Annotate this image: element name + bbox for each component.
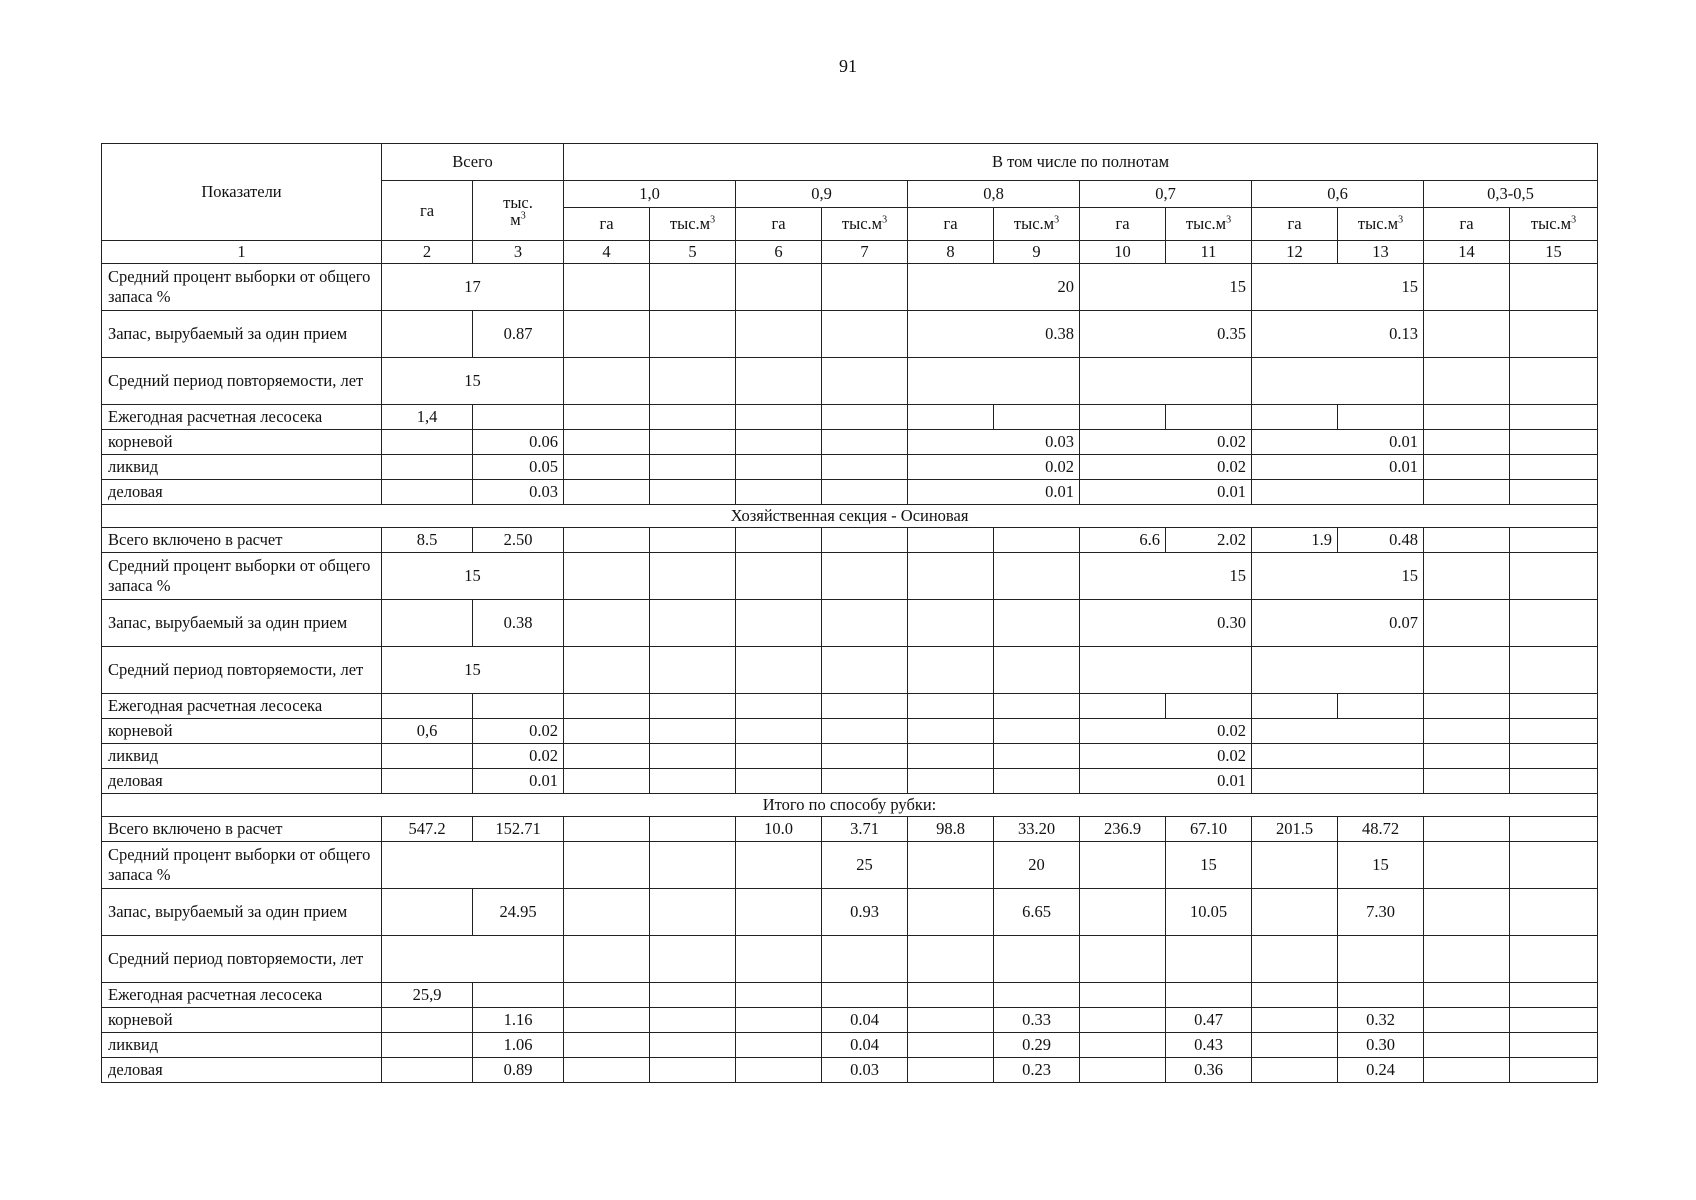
cell: 15 xyxy=(1252,553,1424,600)
table-row xyxy=(102,719,1598,744)
cell: 6.65 xyxy=(994,889,1080,936)
cell: 0.01 xyxy=(1080,480,1252,505)
density-header: 0,3-0,5 xyxy=(1424,181,1598,208)
cell: 0,6 xyxy=(382,719,473,744)
column-number: 10 xyxy=(1080,241,1166,264)
cell xyxy=(736,264,822,311)
cell: 0.03 xyxy=(908,430,1080,455)
cell: 0.32 xyxy=(1338,1008,1424,1033)
row-label: Всего включено в расчет xyxy=(102,817,382,842)
cell: 15 xyxy=(1080,264,1252,311)
row-label: ликвид xyxy=(102,455,382,480)
header-row xyxy=(102,144,1598,181)
cell: 0.01 xyxy=(908,480,1080,505)
superscript: 3 xyxy=(520,210,526,221)
cell: 15 xyxy=(1338,842,1424,889)
total-cell: 15 xyxy=(382,553,564,600)
table-row xyxy=(102,889,1598,936)
header-total: Всего xyxy=(382,144,564,181)
row-label: Средний период повторяемости, лет xyxy=(102,358,382,405)
unit-ha: га xyxy=(908,208,994,241)
cell: 0.01 xyxy=(1252,430,1424,455)
density-header: 0,7 xyxy=(1080,181,1252,208)
table-row xyxy=(102,553,1598,600)
cell xyxy=(564,264,650,311)
cell: 0.02 xyxy=(1080,430,1252,455)
cell: 0.93 xyxy=(822,889,908,936)
cell: 0.01 xyxy=(473,769,564,794)
cell: 1.16 xyxy=(473,1008,564,1033)
unit-m3: $тыс.м^3$ xyxy=(650,208,736,241)
cell: 0.02 xyxy=(473,719,564,744)
cell: 0.30 xyxy=(1338,1033,1424,1058)
unit-m3: $тыс.м^3$ xyxy=(1166,208,1252,241)
cell xyxy=(650,264,736,311)
cell xyxy=(564,311,650,358)
cell xyxy=(382,311,473,358)
cell: 0.02 xyxy=(1080,719,1252,744)
row-label: деловая xyxy=(102,480,382,505)
cell: 152.71 xyxy=(473,817,564,842)
column-number: 8 xyxy=(908,241,994,264)
total-cell: 15 xyxy=(382,358,564,405)
table-row xyxy=(102,842,1598,889)
cell: 67.10 xyxy=(1166,817,1252,842)
row-label: Средний процент выборки от общего запаса % xyxy=(102,264,382,311)
cell xyxy=(1510,311,1598,358)
cell xyxy=(650,311,736,358)
table-row xyxy=(102,1058,1598,1083)
density-header: 1,0 xyxy=(564,181,736,208)
unit-ha: га xyxy=(1080,208,1166,241)
cell: 8.5 xyxy=(382,528,473,553)
table-row xyxy=(102,936,1598,983)
cell xyxy=(1424,311,1510,358)
cell: 0.47 xyxy=(1166,1008,1252,1033)
cell: 0.29 xyxy=(994,1033,1080,1058)
section-row xyxy=(102,505,1598,528)
cell: 10.05 xyxy=(1166,889,1252,936)
row-label: Всего включено в расчет xyxy=(102,528,382,553)
row-label: Средний процент выборки от общего запаса % xyxy=(102,553,382,600)
row-label: Запас, вырубаемый за один прием xyxy=(102,889,382,936)
cell: 33.20 xyxy=(994,817,1080,842)
cell: 0.43 xyxy=(1166,1033,1252,1058)
cell: 2.02 xyxy=(1166,528,1252,553)
header-m3-top: тыс. xyxy=(503,192,533,212)
cell: 0.01 xyxy=(1252,455,1424,480)
column-number: 2 xyxy=(382,241,473,264)
table-row xyxy=(102,455,1598,480)
cell: 1.06 xyxy=(473,1033,564,1058)
cell: 0.36 xyxy=(1166,1058,1252,1083)
row-label: деловая xyxy=(102,769,382,794)
row-label: Ежегодная расчетная лесосека xyxy=(102,405,382,430)
column-number: 1 xyxy=(102,241,382,264)
table-row xyxy=(102,1033,1598,1058)
table-row xyxy=(102,430,1598,455)
density-header: 0,9 xyxy=(736,181,908,208)
cell: 0.02 xyxy=(473,744,564,769)
cell: 98.8 xyxy=(908,817,994,842)
row-label: Средний процент выборки от общего запаса % xyxy=(102,842,382,889)
cell: 201.5 xyxy=(1252,817,1338,842)
cell: 0.05 xyxy=(473,455,564,480)
density-header: 0,6 xyxy=(1252,181,1424,208)
cell: 3.71 xyxy=(822,817,908,842)
cell: 547.2 xyxy=(382,817,473,842)
cell: 15 xyxy=(1252,264,1424,311)
column-number: 7 xyxy=(822,241,908,264)
unit-m3: $тыс.м^3$ xyxy=(822,208,908,241)
cell: 0.04 xyxy=(822,1033,908,1058)
cell: 0.01 xyxy=(1080,769,1252,794)
cell: 2.50 xyxy=(473,528,564,553)
row-label: корневой xyxy=(102,1008,382,1033)
cell: 0.38 xyxy=(908,311,1080,358)
cell: 10.0 xyxy=(736,817,822,842)
cell: 0.03 xyxy=(473,480,564,505)
cell: 0.13 xyxy=(1252,311,1424,358)
table-row xyxy=(102,744,1598,769)
cell: 0.23 xyxy=(994,1058,1080,1083)
table-row xyxy=(102,358,1598,405)
column-number: 13 xyxy=(1338,241,1424,264)
cell xyxy=(1424,264,1510,311)
cell: 6.6 xyxy=(1080,528,1166,553)
table-row xyxy=(102,480,1598,505)
column-number: 12 xyxy=(1252,241,1338,264)
table-row xyxy=(102,528,1598,553)
row-label: Ежегодная расчетная лесосека xyxy=(102,694,382,719)
column-numbers-row xyxy=(102,241,1598,264)
unit-ha: га xyxy=(564,208,650,241)
cell: 1.9 xyxy=(1252,528,1338,553)
column-number: 11 xyxy=(1166,241,1252,264)
table-row xyxy=(102,405,1598,430)
table-row xyxy=(102,983,1598,1008)
cell: 0.04 xyxy=(822,1008,908,1033)
row-label: корневой xyxy=(102,430,382,455)
column-number: 9 xyxy=(994,241,1080,264)
cell: 0.48 xyxy=(1338,528,1424,553)
unit-m3: $тыс.м^3$ xyxy=(1338,208,1424,241)
table-row xyxy=(102,769,1598,794)
row-label: корневой xyxy=(102,719,382,744)
total-cell: 15 xyxy=(382,647,564,694)
cell xyxy=(1510,264,1598,311)
cell: 0.07 xyxy=(1252,600,1424,647)
section-row xyxy=(102,794,1598,817)
column-number: 3 xyxy=(473,241,564,264)
row-label: Средний период повторяемости, лет xyxy=(102,936,382,983)
section-title: Хозяйственная секция - Осиновая xyxy=(102,505,1598,528)
column-number: 4 xyxy=(564,241,650,264)
density-header: 0,8 xyxy=(908,181,1080,208)
cell: 7.30 xyxy=(1338,889,1424,936)
cell: 15 xyxy=(1166,842,1252,889)
page-number: 91 xyxy=(839,56,857,76)
header-by-density: В том числе по полнотам xyxy=(564,144,1598,181)
unit-ha: га xyxy=(736,208,822,241)
table-row xyxy=(102,1008,1598,1033)
header-indicators: Показатели xyxy=(102,144,382,241)
header-total-m3 xyxy=(473,181,564,241)
cell: 1,4 xyxy=(382,405,473,430)
cell: 0.02 xyxy=(908,455,1080,480)
total-cell: 17 xyxy=(382,264,564,311)
cell xyxy=(822,264,908,311)
column-number: 5 xyxy=(650,241,736,264)
cell xyxy=(822,311,908,358)
unit-m3: $тыс.м^3$ xyxy=(1510,208,1598,241)
unit-m3: $тыс.м^3$ xyxy=(994,208,1080,241)
row-label: Запас, вырубаемый за один прием xyxy=(102,600,382,647)
row-label: ликвид xyxy=(102,1033,382,1058)
cell: 0.30 xyxy=(1080,600,1252,647)
cell: 25,9 xyxy=(382,983,473,1008)
unit-ha: га xyxy=(1424,208,1510,241)
row-label: ликвид xyxy=(102,744,382,769)
cell: 0.06 xyxy=(473,430,564,455)
cell: 24.95 xyxy=(473,889,564,936)
row-label: деловая xyxy=(102,1058,382,1083)
cell: 0.89 xyxy=(473,1058,564,1083)
cell: 48.72 xyxy=(1338,817,1424,842)
cell: 0.02 xyxy=(1080,744,1252,769)
cell: 20 xyxy=(908,264,1080,311)
table-row xyxy=(102,311,1598,358)
cell: 0.87 xyxy=(473,311,564,358)
section-title: Итого по способу рубки: xyxy=(102,794,1598,817)
cell xyxy=(736,311,822,358)
table-row xyxy=(102,694,1598,719)
table-row xyxy=(102,647,1598,694)
column-number: 6 xyxy=(736,241,822,264)
table-row xyxy=(102,817,1598,842)
header-total-ha: га xyxy=(382,181,473,241)
cell: 0.03 xyxy=(822,1058,908,1083)
cell: 0.35 xyxy=(1080,311,1252,358)
row-label: Запас, вырубаемый за один прием xyxy=(102,311,382,358)
unit-ha: га xyxy=(1252,208,1338,241)
cell: 20 xyxy=(994,842,1080,889)
cell: 236.9 xyxy=(1080,817,1166,842)
table-row xyxy=(102,600,1598,647)
cell: 15 xyxy=(1080,553,1252,600)
column-number: 14 xyxy=(1424,241,1510,264)
cell: 0.02 xyxy=(1080,455,1252,480)
cutting-table xyxy=(101,143,1598,1083)
cell: 0.38 xyxy=(473,600,564,647)
cell: 25 xyxy=(822,842,908,889)
cell: 0.33 xyxy=(994,1008,1080,1033)
header-m3-bottom: м xyxy=(510,209,521,229)
row-label: Ежегодная расчетная лесосека xyxy=(102,983,382,1008)
row-label: Средний период повторяемости, лет xyxy=(102,647,382,694)
cell: 0.24 xyxy=(1338,1058,1424,1083)
table-row xyxy=(102,264,1598,311)
column-number: 15 xyxy=(1510,241,1598,264)
